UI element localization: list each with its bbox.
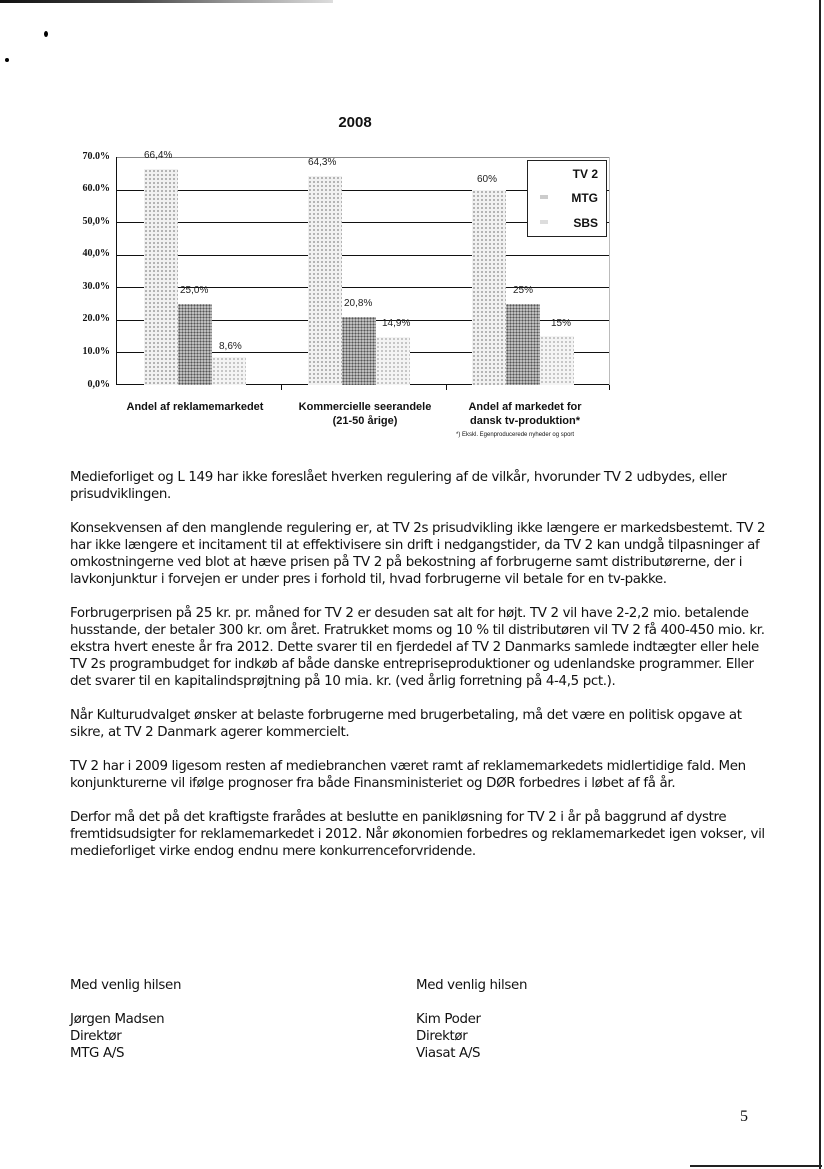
greeting: Med venlig hilsen [416,978,528,993]
category-label [280,400,450,428]
value-label: 25,0% [180,285,209,296]
category-label-line: dansk tv-produktion* [469,415,580,427]
x-tick [609,385,610,390]
bar-tv2-reklame [144,169,178,385]
y-tick-label: 20.0% [82,313,110,324]
gridline [116,255,610,256]
signer-company: Viasat A/S [416,1046,481,1061]
bar-tv2-tvproduktion [472,190,506,385]
chart-footnote: *) Ekskl. Egenproducerede nyheder og sport [456,432,575,438]
signer-name: Kim Poder [416,1012,481,1027]
paragraph: Når Kulturudvalget ønsker at belaste forbrugerne med brugerbetaling, må det være en politisk opgave at sikre, at TV 2 Danmark agerer kommercielt. [70,708,742,740]
legend-item-tv2: TV 2 [572,167,598,181]
plot-border [609,157,610,385]
signer-title: Direktør [70,1029,122,1044]
scan-speck [5,58,9,62]
paragraph: Konsekvensen af den manglende regulering er, at TV 2s prisudvikling ikke længere er markedsbestemt. TV 2 har ikke længere et incitament til at effektivisere sin drift i nedgangstider, da TV 2 kan undgå tilpasninger af omkostningerne ved blot at hæve prisen på TV 2 på bekostning af forbrugerne samt distributørerne, der i lavkonjunktur i forvejen er under pres i forhold til, hvad forbrugerne vil betale for en tv-pakke. [70,521,766,587]
bar-mtg-tvproduktion [506,304,540,385]
paragraph: TV 2 har i 2009 ligesom resten af mediebranchen været ramt af reklamemarkedets midlertidige fald. Men konjunkturerne vil ifølge prognoser fra både Finansministeriet og DØR forbedres i løbet af få år. [70,759,746,791]
greeting: Med venlig hilsen [70,978,182,993]
category-label-line: (21-50 årige) [332,415,398,427]
signer-name: Jørgen Madsen [70,1012,165,1027]
value-label: 20,8% [344,298,373,309]
gridline [116,157,610,158]
signature-block-mtg [70,977,181,1062]
bar-mtg-reklame [178,304,212,385]
y-tick-label: 60.0% [82,183,110,194]
legend-swatch-mtg [540,195,548,199]
paragraph: Medieforliget og L 149 har ikke foreslået hverken regulering af de vilkår, hvorunder TV 2 udbydes, eller prisudviklingen. [70,470,727,502]
x-tick [281,385,282,390]
bar-tv2-seerandele [308,176,342,385]
bar-sbs-seerandele [376,337,410,385]
category-label [450,400,600,428]
legend-item-mtg: MTG [571,191,598,205]
paragraph: Forbrugerprisen på 25 kr. pr. måned for TV 2 er desuden sat alt for højt. TV 2 vil have 2-2,2 mio. betalende husstande, der betaler 300 kr. om året. Fratrukket moms og 10 % til distributøren vil TV 2 få 400-450 mio. kr. ekstra hvert eneste år fra 2012. Dette svarer til en fjerdedel af TV 2 Danmarks samlede indtægter eller hele TV 2s programbudget for indkøb af både danske entrepriseproduktioner og udenlandske programmer. Eller det svarer til en kapitalindsprøjtning på 10 mia. kr. (ved årlig forretning på 4-4,5 pct.). [70,606,765,689]
y-tick-label: 50,0% [82,216,110,227]
scan-top-edge [0,0,333,3]
category-label-line: Kommercielle seerandele [298,401,432,413]
bar-sbs-tvproduktion [540,336,574,385]
value-label: 25% [513,285,534,296]
bar-sbs-reklame [212,357,246,385]
value-label: 15% [551,318,572,329]
chart-legend [527,160,607,237]
signature-block-viasat [416,977,527,1062]
scan-bottom-edge [690,1165,822,1167]
legend-item-sbs: SBS [573,216,598,230]
y-tick-label: 10.0% [82,346,110,357]
scan-right-edge [819,0,821,1169]
category-label [110,400,280,414]
signer-title: Direktør [416,1029,468,1044]
y-tick-label: 30.0% [82,281,110,292]
value-label: 14,9% [382,318,411,329]
legend-swatch-sbs [540,220,548,224]
value-label: 8,6% [219,341,242,352]
chart-title: 2008 [338,114,372,131]
y-axis [116,157,117,385]
bar-mtg-seerandele [342,317,376,385]
y-tick-label: 40,0% [82,248,110,259]
x-tick [446,385,447,390]
value-label: 66,4% [144,150,173,161]
value-label: 60% [477,174,498,185]
category-label-line: Andel af reklamemarkedet [126,401,264,413]
y-tick-label: 0,0% [87,379,110,390]
category-label-line: Andel af markedet for [468,401,582,413]
letter-body [70,469,770,877]
page-number: 5 [740,1108,748,1125]
y-tick-label: 70.0% [82,151,110,162]
scan-speck [44,31,48,37]
signer-company: MTG A/S [70,1046,125,1061]
paragraph: Derfor må det på det kraftigste frarådes at beslutte en panikløsning for TV 2 i år på baggrund af dystre fremtidsudsigter for reklamemarkedet i 2012. Når økonomien forbedres og reklamemarkedet igen vokser, vil medieforliget virke endog endnu mere konkurrenceforvridende. [70,810,765,859]
value-label: 64,3% [308,157,337,168]
